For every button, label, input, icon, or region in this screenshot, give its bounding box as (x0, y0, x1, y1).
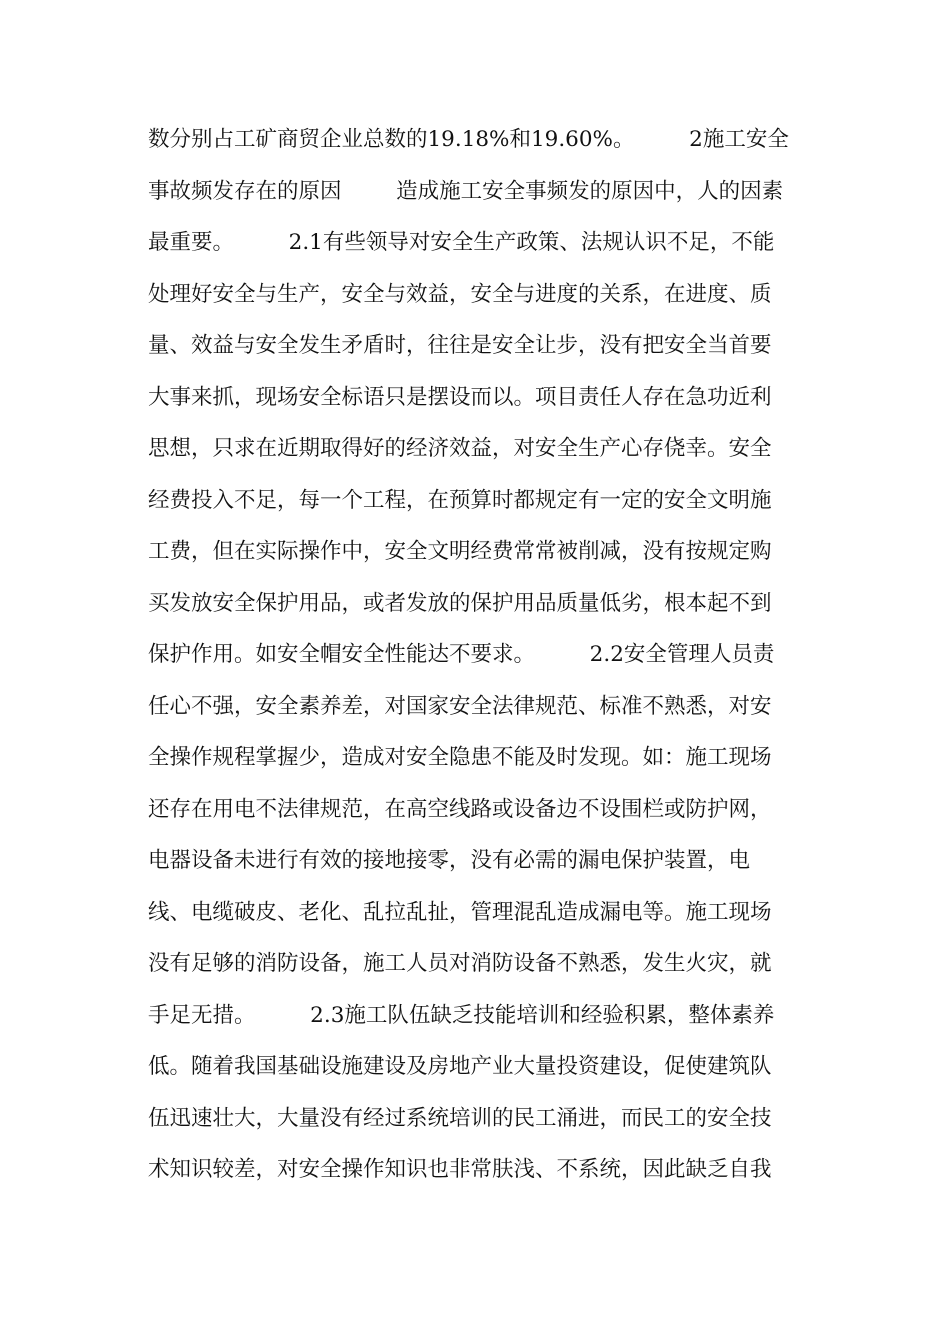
text-line-20: 伍迅速壮大，大量没有经过系统培训的民工涌进，而民工的安全技 (148, 1105, 772, 1131)
text-line-8: 经费投入不足，每一个工程，在预算时都规定有一定的安全文明施 (148, 487, 772, 513)
text-line-10: 买发放安全保护用品，或者发放的保护用品质量低劣，根本起不到 (148, 590, 772, 616)
text-line-14: 还存在用电不法律规范，在高空线路或设备边不设围栏或防护网， (148, 796, 772, 822)
text-line-17: 没有足够的消防设备，施工人员对消防设备不熟悉，发生火灾，就 (148, 951, 772, 976)
body-text (148, 114, 808, 1196)
text-line-2: 事故频发存在的原因 造成施工安全事频发的原因中，人的因素 (148, 178, 784, 204)
text-line-21: 术知识较差，对安全操作知识也非常肤浅、不系统，因此缺乏自我 (148, 1157, 772, 1182)
text-line-1: 数分别占工矿商贸企业总数的19.18%和19.60%。 2施工安全 (148, 127, 789, 152)
text-line-12: 任心不强，安全素养差，对国家安全法律规范、标准不熟悉，对安 (148, 693, 772, 719)
text-line-7: 思想，只求在近期取得好的经济效益，对安全生产心存侥幸。安全 (148, 436, 772, 461)
text-line-13: 全操作规程掌握少，造成对安全隐患不能及时发现。如：施工现场 (148, 745, 772, 770)
text-line-18: 手足无措。 2.3施工队伍缺乏技能培训和经验积累，整体素养 (148, 1002, 775, 1028)
text-line-4: 处理好安全与生产，安全与效益，安全与进度的关系，在进度、质 (148, 281, 772, 307)
text-line-11: 保护作用。如安全帽安全性能达不要求。 2.2安全管理人员责 (148, 642, 775, 667)
text-line-16: 线、电缆破皮、老化、乱拉乱扯，管理混乱造成漏电等。施工现场 (148, 899, 772, 925)
text-line-15: 电器设备未进行有效的接地接零，没有必需的漏电保护装置，电 (148, 848, 751, 873)
text-line-3: 最重要。 2.1有些领导对安全生产政策、法规认识不足，不能 (148, 230, 775, 255)
text-line-9: 工费，但在实际操作中，安全文明经费常常被削减，没有按规定购 (148, 539, 772, 564)
text-line-19: 低。随着我国基础设施建设及房地产业大量投资建设，促使建筑队 (148, 1054, 772, 1079)
text-line-6: 大事来抓，现场安全标语只是摆设而以。项目责任人存在急功近利 (148, 384, 772, 410)
text-line-5: 量、效益与安全发生矛盾时，往往是安全让步，没有把安全当首要 (148, 333, 772, 358)
